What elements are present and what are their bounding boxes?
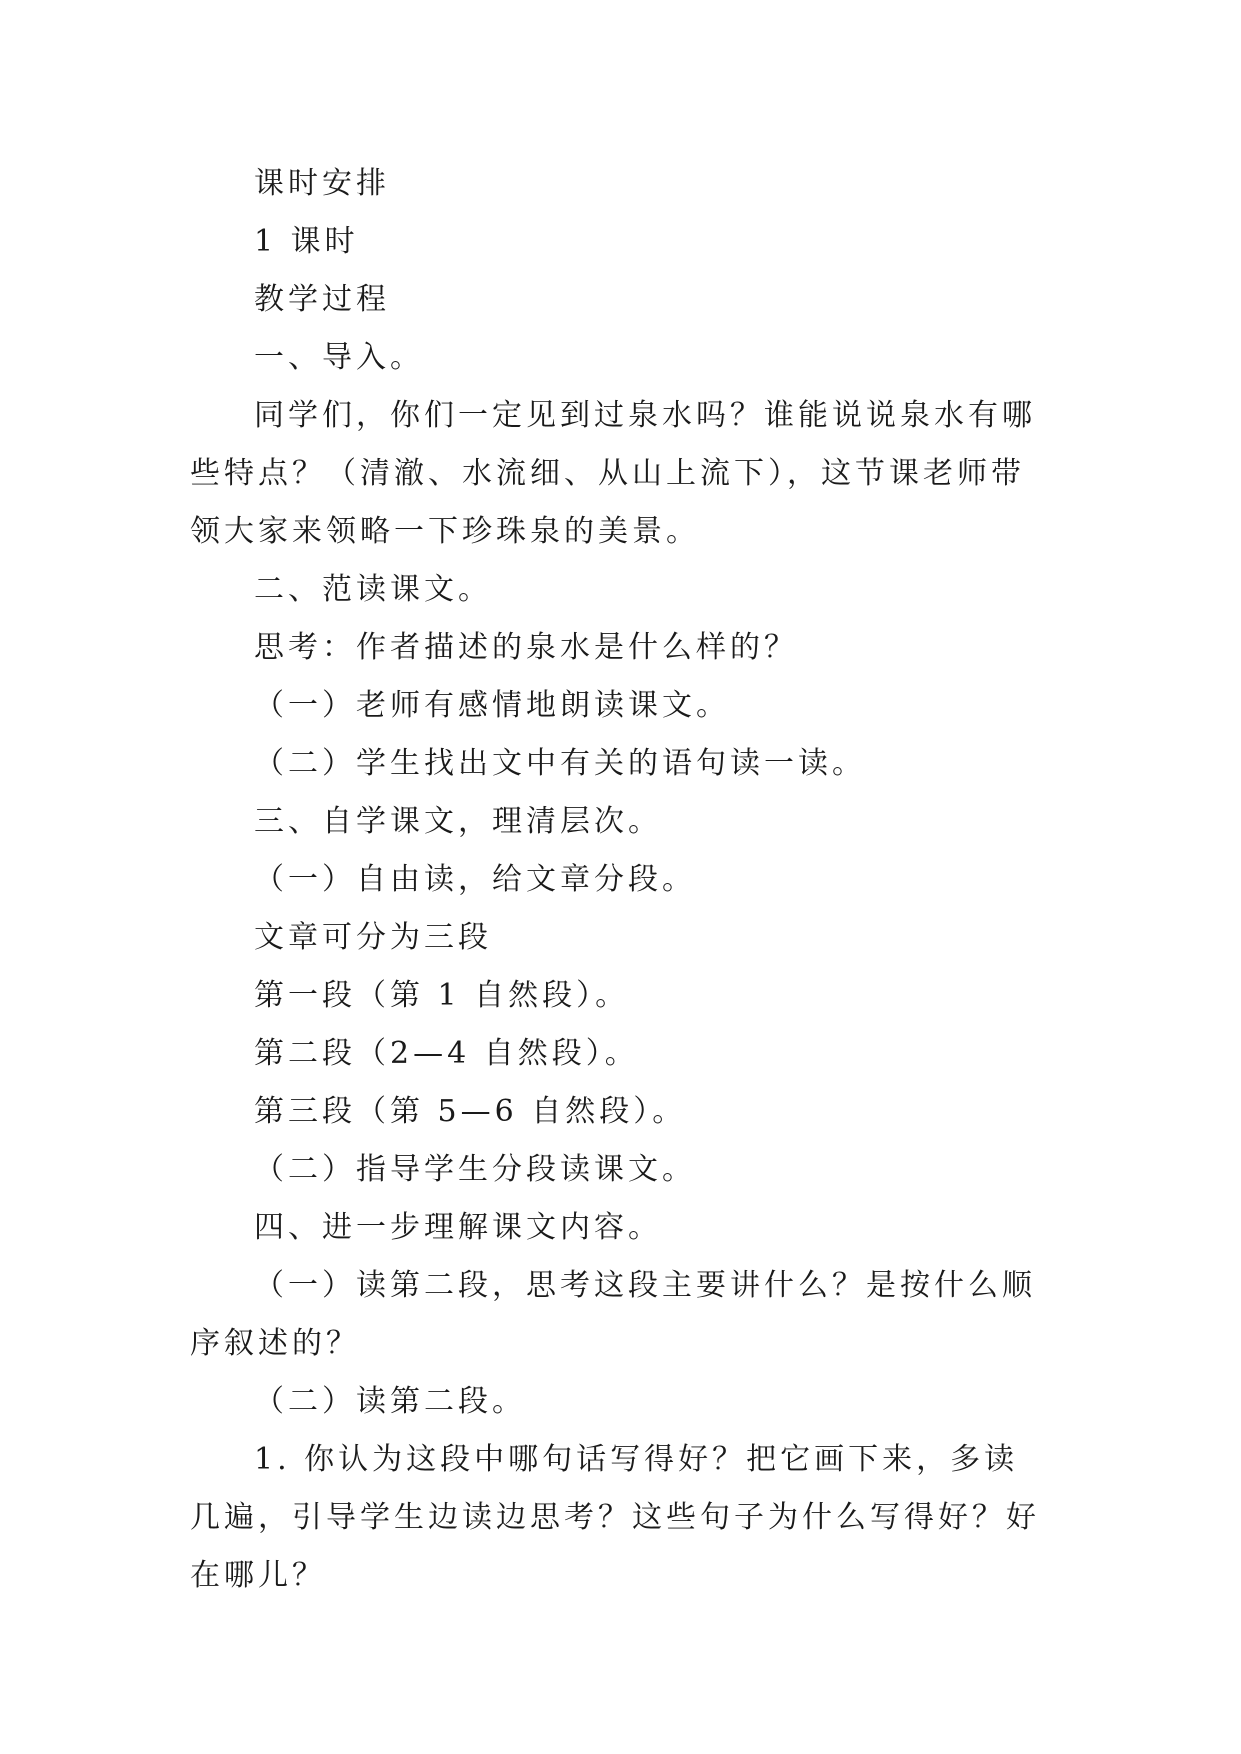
- document-body: [190, 155, 1052, 1605]
- step-4-2: （二）读第二段。: [254, 1384, 526, 1419]
- section-4-title: 四、进一步理解课文内容。: [254, 1210, 662, 1245]
- lesson-count: 1 课时: [254, 224, 359, 259]
- step-3-2: （二）指导学生分段读课文。: [254, 1152, 696, 1187]
- segment-1: 第一段（第 1 自然段）。: [254, 978, 630, 1013]
- step-2-1: （一）老师有感情地朗读课文。: [254, 688, 730, 723]
- segment-3: 第三段（第 5—6 自然段）。: [254, 1094, 687, 1129]
- segment-summary: 文章可分为三段: [254, 920, 492, 955]
- step-4-2-item-1: 1. 你认为这段中哪句话写得好？把它画下来，多读几遍，引导学生边读边思考？这些句子为什么写得好？好在哪儿？: [190, 1442, 1040, 1593]
- step-3-1: （一）自由读，给文章分段。: [254, 862, 696, 897]
- step-2-2: （二）学生找出文中有关的语句读一读。: [254, 746, 866, 781]
- section-1-title: 一、导入。: [254, 340, 424, 375]
- section-2-title: 二、范读课文。: [254, 572, 492, 607]
- intro-paragraph: 同学们，你们一定见到过泉水吗？谁能说说泉水有哪些特点？（清澈、水流细、从山上流下），这节课老师带领大家来领略一下珍珠泉的美景。: [190, 398, 1036, 549]
- heading-teaching-process: 教学过程: [254, 282, 390, 317]
- segment-2: 第二段（2—4 自然段）。: [254, 1036, 639, 1071]
- step-4-1: （一）读第二段，思考这段主要讲什么？是按什么顺序叙述的？: [190, 1268, 1036, 1361]
- heading-lesson-schedule: 课时安排: [254, 166, 390, 201]
- thinking-question: 思考：作者描述的泉水是什么样的？: [254, 630, 798, 665]
- section-3-title: 三、自学课文，理清层次。: [254, 804, 662, 839]
